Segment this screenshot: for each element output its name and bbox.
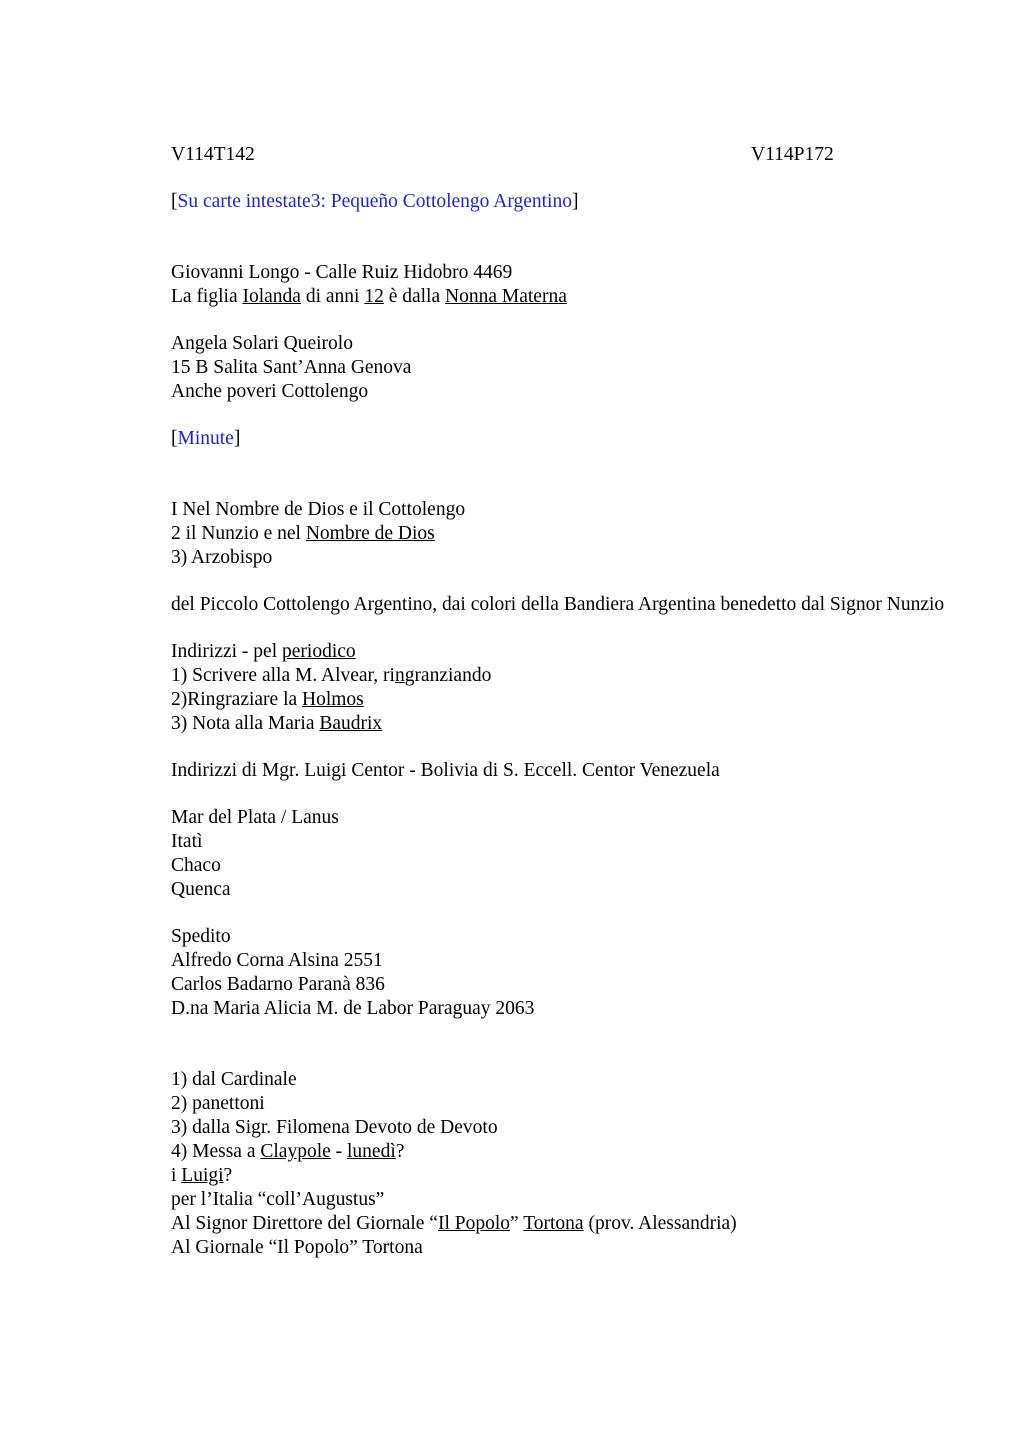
header-left-code: V114T142 [171, 144, 255, 165]
indirizzi-line-1: Indirizzi - pel periodico [171, 641, 356, 662]
longo-address: Giovanni Longo - Calle Ruiz Hidobro 4469 [171, 262, 513, 283]
spedito-item: D.na Maria Alicia M. de Labor Paraguay 2063 [171, 998, 535, 1019]
piccolo-cottolengo-paragraph: del Piccolo Cottolengo Argentino, dai colori della Bandiera Argentina benedetto dal Signor Nunzio [171, 594, 945, 615]
solari-name: Angela Solari Queirolo [171, 333, 353, 354]
spedito-item: Alfredo Corna Alsina 2551 [171, 950, 383, 971]
dios-line-2: 2 il Nunzio e nel Nombre de Dios [171, 523, 435, 544]
longo-daughter-line: La figlia Iolanda di anni 12 è dalla Nonna Materna [171, 286, 567, 307]
final-line-2: 2) panettoni [171, 1093, 265, 1114]
solari-address: 15 B Salita Sant’Anna Genova [171, 357, 412, 378]
final-line-3: 3) dalla Sigr. Filomena Devoto de Devoto [171, 1117, 498, 1138]
dios-line-3: 3) Arzobispo [171, 547, 273, 568]
editorial-note-minute-text: Minute [177, 428, 234, 449]
spedito-heading: Spedito [171, 926, 231, 947]
header-right-code: V114P172 [751, 144, 834, 165]
place-item: Mar del Plata / Lanus [171, 807, 339, 828]
final-line-7: Al Signor Direttore del Giornale “Il Popolo” Tortona (prov. Alessandria) [171, 1213, 737, 1234]
solari-note: Anche poveri Cottolengo [171, 381, 369, 402]
indirizzi-line-3: 2)Ringraziare la Holmos [171, 689, 364, 710]
editorial-note-letterhead-text: Su carte intestate3: Pequeño Cottolengo Argentino [177, 191, 572, 212]
final-line-6: per l’Italia “coll’Augustus” [171, 1189, 385, 1210]
spedito-item: Carlos Badarno Paranà 836 [171, 974, 385, 995]
indirizzi-line-2: 1) Scrivere alla M. Alvear, ringranziando [171, 665, 492, 686]
final-line-8: Al Giornale “Il Popolo” Tortona [171, 1237, 423, 1258]
final-line-4: 4) Messa a Claypole - lunedì? [171, 1141, 405, 1162]
centor-addresses: Indirizzi di Mgr. Luigi Centor - Bolivia di S. Eccell. Centor Venezuela [171, 760, 720, 781]
place-item: Chaco [171, 855, 221, 876]
final-line-5: i Luigi? [171, 1165, 233, 1186]
place-item: Quenca [171, 879, 231, 900]
document-header [171, 143, 961, 167]
indirizzi-line-4: 3) Nota alla Maria Baudrix [171, 713, 383, 734]
final-line-1: 1) dal Cardinale [171, 1069, 297, 1090]
place-item: Itatì [171, 831, 203, 852]
dios-line-1: I Nel Nombre de Dios e il Cottolengo [171, 499, 466, 520]
document-page [171, 143, 961, 1260]
editorial-note-minute: [Minute] [171, 428, 241, 449]
editorial-note-letterhead: [Su carte intestate3: Pequeño Cottolengo Argentino] [171, 191, 579, 212]
